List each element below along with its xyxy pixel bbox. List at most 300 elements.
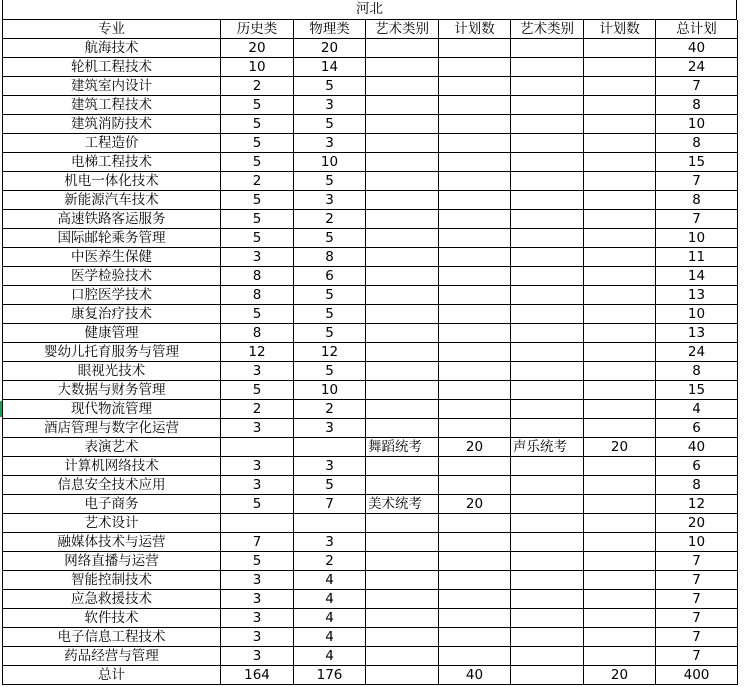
data-cell[interactable]: 美术统考 [366, 495, 439, 514]
data-cell[interactable] [511, 286, 584, 305]
data-cell[interactable]: 13 [656, 324, 738, 343]
data-cell[interactable]: 5 [221, 381, 294, 400]
data-cell[interactable] [439, 96, 511, 115]
data-cell[interactable] [366, 552, 439, 571]
header-cell[interactable]: 艺术类别 [366, 20, 439, 39]
major-cell[interactable]: 建筑消防技术 [3, 115, 221, 134]
major-cell[interactable]: 口腔医学技术 [3, 286, 221, 305]
data-cell[interactable] [366, 191, 439, 210]
major-cell[interactable]: 信息安全技术应用 [3, 476, 221, 495]
data-cell[interactable] [366, 400, 439, 419]
data-cell[interactable]: 5 [294, 229, 366, 248]
data-cell[interactable] [511, 191, 584, 210]
data-cell[interactable] [511, 96, 584, 115]
data-cell[interactable] [584, 286, 656, 305]
data-cell[interactable]: 3 [294, 191, 366, 210]
data-cell[interactable]: 40 [656, 438, 738, 457]
data-cell[interactable] [511, 552, 584, 571]
data-cell[interactable]: 3 [221, 476, 294, 495]
table-row [3, 172, 738, 191]
major-cell[interactable]: 大数据与财务管理 [3, 381, 221, 400]
data-cell[interactable] [366, 419, 439, 438]
data-cell[interactable] [439, 172, 511, 191]
data-cell[interactable]: 7 [656, 647, 738, 666]
data-cell[interactable]: 176 [294, 666, 366, 685]
data-cell[interactable] [584, 172, 656, 191]
data-cell[interactable] [439, 647, 511, 666]
data-cell[interactable]: 8 [656, 191, 738, 210]
major-cell[interactable]: 酒店管理与数字化运营 [3, 419, 221, 438]
major-cell[interactable]: 电子信息工程技术 [3, 628, 221, 647]
data-cell[interactable] [511, 362, 584, 381]
data-cell[interactable] [584, 248, 656, 267]
data-cell[interactable] [366, 248, 439, 267]
data-cell[interactable]: 400 [656, 666, 738, 685]
table-row [3, 400, 738, 419]
data-cell[interactable] [584, 514, 656, 533]
data-cell[interactable] [584, 324, 656, 343]
data-cell[interactable] [439, 628, 511, 647]
data-cell[interactable]: 5 [221, 495, 294, 514]
data-cell[interactable] [439, 362, 511, 381]
data-cell[interactable] [366, 571, 439, 590]
data-cell[interactable] [366, 286, 439, 305]
data-cell[interactable]: 5 [221, 153, 294, 172]
data-cell[interactable] [439, 476, 511, 495]
data-cell[interactable] [584, 457, 656, 476]
data-cell[interactable] [511, 647, 584, 666]
data-cell[interactable]: 5 [221, 552, 294, 571]
data-cell[interactable] [439, 115, 511, 134]
data-cell[interactable] [439, 609, 511, 628]
table-row [3, 571, 738, 590]
major-cell[interactable]: 智能控制技术 [3, 571, 221, 590]
data-cell[interactable] [511, 324, 584, 343]
data-cell[interactable] [366, 267, 439, 286]
data-cell[interactable] [366, 647, 439, 666]
data-cell[interactable]: 2 [221, 400, 294, 419]
data-cell[interactable] [439, 134, 511, 153]
data-cell[interactable]: 3 [221, 628, 294, 647]
spreadsheet [2, 0, 737, 685]
data-cell[interactable]: 4 [294, 609, 366, 628]
data-cell[interactable] [511, 628, 584, 647]
data-cell[interactable]: 40 [439, 666, 511, 685]
data-cell[interactable]: 3 [221, 362, 294, 381]
data-cell[interactable]: 8 [656, 476, 738, 495]
data-cell[interactable] [366, 666, 439, 685]
data-cell[interactable]: 3 [221, 647, 294, 666]
data-cell[interactable] [511, 590, 584, 609]
data-cell[interactable]: 4 [656, 400, 738, 419]
data-cell[interactable] [439, 552, 511, 571]
data-cell[interactable] [584, 400, 656, 419]
data-cell[interactable]: 7 [294, 495, 366, 514]
data-cell[interactable]: 10 [294, 153, 366, 172]
data-cell[interactable]: 5 [294, 362, 366, 381]
sheet-title[interactable]: 河北 [2, 0, 737, 20]
header-cell[interactable]: 艺术类别 [511, 20, 584, 39]
data-cell[interactable]: 3 [294, 419, 366, 438]
data-cell[interactable] [439, 381, 511, 400]
data-cell[interactable]: 舞蹈统考 [366, 438, 439, 457]
header-cell[interactable]: 专业 [3, 20, 221, 39]
data-cell[interactable]: 5 [294, 286, 366, 305]
data-cell[interactable] [584, 77, 656, 96]
data-cell[interactable] [439, 58, 511, 77]
data-cell[interactable]: 7 [656, 210, 738, 229]
data-cell[interactable] [221, 438, 294, 457]
data-cell[interactable] [366, 115, 439, 134]
data-cell[interactable] [584, 609, 656, 628]
major-cell[interactable]: 网络直播与运营 [3, 552, 221, 571]
data-cell[interactable]: 5 [221, 229, 294, 248]
data-cell[interactable] [511, 666, 584, 685]
major-cell[interactable]: 中医养生保健 [3, 248, 221, 267]
data-cell[interactable] [511, 381, 584, 400]
data-cell[interactable]: 8 [221, 286, 294, 305]
major-cell[interactable]: 建筑室内设计 [3, 77, 221, 96]
data-cell[interactable] [584, 362, 656, 381]
data-cell[interactable]: 5 [221, 191, 294, 210]
data-cell[interactable]: 4 [294, 590, 366, 609]
data-cell[interactable] [584, 58, 656, 77]
data-cell[interactable]: 2 [221, 77, 294, 96]
data-cell[interactable]: 5 [294, 305, 366, 324]
data-cell[interactable] [511, 267, 584, 286]
data-cell[interactable] [439, 419, 511, 438]
data-cell[interactable]: 10 [656, 533, 738, 552]
data-cell[interactable] [511, 39, 584, 58]
data-cell[interactable] [584, 343, 656, 362]
data-cell[interactable] [511, 305, 584, 324]
data-cell[interactable] [366, 96, 439, 115]
major-cell[interactable]: 轮机工程技术 [3, 58, 221, 77]
data-cell[interactable]: 20 [439, 495, 511, 514]
data-cell[interactable]: 5 [294, 115, 366, 134]
data-cell[interactable]: 8 [656, 96, 738, 115]
data-cell[interactable] [511, 172, 584, 191]
data-cell[interactable] [511, 115, 584, 134]
major-cell[interactable]: 电梯工程技术 [3, 153, 221, 172]
data-cell[interactable]: 4 [294, 571, 366, 590]
data-cell[interactable] [221, 514, 294, 533]
data-cell[interactable] [439, 210, 511, 229]
table-row [3, 77, 738, 96]
major-cell[interactable]: 软件技术 [3, 609, 221, 628]
data-cell[interactable]: 15 [656, 381, 738, 400]
data-cell[interactable] [439, 343, 511, 362]
data-cell[interactable] [584, 39, 656, 58]
major-cell[interactable]: 新能源汽车技术 [3, 191, 221, 210]
data-cell[interactable] [366, 58, 439, 77]
data-cell[interactable] [584, 552, 656, 571]
major-cell[interactable]: 国际邮轮乘务管理 [3, 229, 221, 248]
data-cell[interactable] [511, 153, 584, 172]
data-cell[interactable] [511, 419, 584, 438]
data-cell[interactable] [366, 153, 439, 172]
data-cell[interactable] [366, 381, 439, 400]
data-cell[interactable] [439, 457, 511, 476]
data-cell[interactable] [511, 476, 584, 495]
data-cell[interactable]: 4 [294, 628, 366, 647]
data-cell[interactable] [439, 153, 511, 172]
data-cell[interactable] [439, 324, 511, 343]
data-cell[interactable] [366, 628, 439, 647]
major-cell[interactable]: 医学检验技术 [3, 267, 221, 286]
data-cell[interactable]: 5 [221, 305, 294, 324]
data-cell[interactable] [366, 514, 439, 533]
data-cell[interactable]: 3 [221, 571, 294, 590]
data-cell[interactable] [584, 647, 656, 666]
data-cell[interactable]: 20 [439, 438, 511, 457]
data-cell[interactable]: 2 [294, 210, 366, 229]
data-cell[interactable] [584, 533, 656, 552]
table-row [3, 286, 738, 305]
header-cell[interactable]: 历史类 [221, 20, 294, 39]
data-cell[interactable] [366, 229, 439, 248]
data-cell[interactable]: 20 [584, 666, 656, 685]
data-cell[interactable] [584, 115, 656, 134]
data-cell[interactable]: 24 [656, 343, 738, 362]
data-cell[interactable] [511, 533, 584, 552]
table-row [3, 58, 738, 77]
data-cell[interactable] [366, 324, 439, 343]
data-cell[interactable] [511, 134, 584, 153]
data-cell[interactable]: 8 [656, 134, 738, 153]
data-cell[interactable] [366, 39, 439, 58]
table-row [3, 115, 738, 134]
major-cell[interactable]: 建筑工程技术 [3, 96, 221, 115]
major-cell[interactable]: 现代物流管理 [3, 400, 221, 419]
data-cell[interactable]: 24 [656, 58, 738, 77]
data-cell[interactable]: 8 [221, 324, 294, 343]
data-cell[interactable]: 3 [221, 248, 294, 267]
data-cell[interactable]: 40 [656, 39, 738, 58]
major-cell[interactable]: 应急救援技术 [3, 590, 221, 609]
data-cell[interactable] [439, 77, 511, 96]
data-cell[interactable] [366, 134, 439, 153]
data-cell[interactable]: 3 [294, 457, 366, 476]
data-cell[interactable]: 7 [656, 628, 738, 647]
data-cell[interactable] [584, 419, 656, 438]
data-cell[interactable] [511, 210, 584, 229]
major-cell[interactable]: 融媒体技术与运营 [3, 533, 221, 552]
data-cell[interactable] [439, 267, 511, 286]
table-row [3, 457, 738, 476]
data-cell[interactable] [584, 305, 656, 324]
data-cell[interactable]: 10 [656, 229, 738, 248]
table-row [3, 267, 738, 286]
table-row [3, 210, 738, 229]
major-cell[interactable]: 眼视光技术 [3, 362, 221, 381]
data-cell[interactable] [584, 267, 656, 286]
major-cell[interactable]: 总计 [3, 666, 221, 685]
data-cell[interactable]: 3 [221, 590, 294, 609]
major-cell[interactable]: 航海技术 [3, 39, 221, 58]
major-cell[interactable]: 婴幼儿托育服务与管理 [3, 343, 221, 362]
data-cell[interactable]: 2 [221, 172, 294, 191]
data-cell[interactable] [511, 77, 584, 96]
data-cell[interactable] [584, 96, 656, 115]
data-cell[interactable] [439, 400, 511, 419]
major-cell[interactable]: 表演艺术 [3, 438, 221, 457]
data-cell[interactable] [584, 210, 656, 229]
data-cell[interactable]: 6 [656, 419, 738, 438]
data-cell[interactable] [511, 457, 584, 476]
data-cell[interactable]: 20 [221, 39, 294, 58]
data-cell[interactable]: 8 [656, 362, 738, 381]
data-cell[interactable]: 20 [294, 39, 366, 58]
table-row [3, 533, 738, 552]
data-cell[interactable] [511, 495, 584, 514]
data-cell[interactable]: 12 [294, 343, 366, 362]
data-cell[interactable]: 8 [221, 267, 294, 286]
data-cell[interactable]: 10 [656, 115, 738, 134]
data-cell[interactable]: 7 [656, 552, 738, 571]
data-cell[interactable]: 8 [294, 248, 366, 267]
data-cell[interactable]: 7 [656, 609, 738, 628]
data-cell[interactable]: 10 [221, 58, 294, 77]
data-cell[interactable]: 3 [294, 533, 366, 552]
data-cell[interactable] [511, 229, 584, 248]
data-cell[interactable] [439, 248, 511, 267]
data-cell[interactable]: 10 [656, 305, 738, 324]
table-row [3, 381, 738, 400]
data-cell[interactable]: 7 [656, 172, 738, 191]
data-cell[interactable]: 14 [656, 267, 738, 286]
header-cell[interactable]: 计划数 [584, 20, 656, 39]
data-cell[interactable] [584, 134, 656, 153]
header-cell[interactable]: 总计划 [656, 20, 738, 39]
major-cell[interactable]: 电子商务 [3, 495, 221, 514]
data-cell[interactable] [439, 514, 511, 533]
data-cell[interactable]: 5 [221, 134, 294, 153]
data-cell[interactable] [439, 229, 511, 248]
data-cell[interactable] [366, 590, 439, 609]
table-row [3, 324, 738, 343]
data-cell[interactable] [439, 305, 511, 324]
data-cell[interactable] [366, 172, 439, 191]
data-cell[interactable]: 10 [294, 381, 366, 400]
data-cell[interactable]: 6 [294, 267, 366, 286]
data-cell[interactable] [511, 609, 584, 628]
data-cell[interactable] [439, 533, 511, 552]
data-cell[interactable]: 13 [656, 286, 738, 305]
data-cell[interactable] [366, 343, 439, 362]
data-cell[interactable]: 7 [656, 77, 738, 96]
data-cell[interactable] [584, 191, 656, 210]
data-cell[interactable] [294, 438, 366, 457]
major-cell[interactable]: 高速铁路客运服务 [3, 210, 221, 229]
data-cell[interactable] [439, 286, 511, 305]
data-cell[interactable]: 3 [221, 457, 294, 476]
data-cell[interactable]: 7 [221, 533, 294, 552]
data-cell[interactable] [366, 77, 439, 96]
data-cell[interactable]: 14 [294, 58, 366, 77]
data-cell[interactable] [366, 457, 439, 476]
data-cell[interactable]: 5 [294, 324, 366, 343]
data-cell[interactable] [294, 514, 366, 533]
table-row [3, 39, 738, 58]
data-cell[interactable] [584, 571, 656, 590]
data-cell[interactable] [511, 514, 584, 533]
major-cell[interactable]: 工程造价 [3, 134, 221, 153]
data-cell[interactable]: 2 [294, 400, 366, 419]
data-cell[interactable]: 15 [656, 153, 738, 172]
major-cell[interactable]: 康复治疗技术 [3, 305, 221, 324]
major-cell[interactable]: 健康管理 [3, 324, 221, 343]
data-cell[interactable]: 3 [294, 134, 366, 153]
data-cell[interactable]: 12 [221, 343, 294, 362]
data-cell[interactable] [439, 39, 511, 58]
table-row [3, 628, 738, 647]
data-cell[interactable] [511, 400, 584, 419]
data-cell[interactable] [439, 191, 511, 210]
data-cell[interactable]: 5 [221, 210, 294, 229]
data-cell[interactable] [366, 533, 439, 552]
data-cell[interactable]: 11 [656, 248, 738, 267]
data-cell[interactable] [584, 628, 656, 647]
data-cell[interactable]: 5 [294, 77, 366, 96]
data-cell[interactable] [366, 210, 439, 229]
data-cell[interactable]: 20 [584, 438, 656, 457]
table-row [3, 248, 738, 267]
data-cell[interactable] [511, 248, 584, 267]
header-cell[interactable]: 物理类 [294, 20, 366, 39]
data-cell[interactable]: 7 [656, 571, 738, 590]
data-cell[interactable] [366, 305, 439, 324]
data-cell[interactable] [439, 590, 511, 609]
data-cell[interactable] [511, 571, 584, 590]
data-cell[interactable]: 3 [221, 419, 294, 438]
data-cell[interactable] [439, 571, 511, 590]
header-cell[interactable]: 计划数 [439, 20, 511, 39]
data-cell[interactable]: 20 [656, 514, 738, 533]
data-cell[interactable]: 5 [221, 115, 294, 134]
data-cell[interactable] [511, 343, 584, 362]
data-cell[interactable]: 声乐统考 [511, 438, 584, 457]
data-cell[interactable]: 164 [221, 666, 294, 685]
major-cell[interactable]: 机电一体化技术 [3, 172, 221, 191]
table-row [3, 609, 738, 628]
data-cell[interactable] [511, 58, 584, 77]
data-cell[interactable] [366, 362, 439, 381]
data-cell[interactable]: 2 [294, 552, 366, 571]
data-cell[interactable]: 3 [221, 609, 294, 628]
data-cell[interactable]: 4 [294, 647, 366, 666]
data-cell[interactable]: 12 [656, 495, 738, 514]
table-row [3, 229, 738, 248]
data-cell[interactable] [584, 590, 656, 609]
major-cell[interactable]: 计算机网络技术 [3, 457, 221, 476]
data-cell[interactable]: 5 [221, 96, 294, 115]
data-cell[interactable] [366, 609, 439, 628]
data-cell[interactable]: 5 [294, 476, 366, 495]
data-cell[interactable] [584, 229, 656, 248]
data-cell[interactable] [584, 153, 656, 172]
data-cell[interactable]: 7 [656, 590, 738, 609]
data-cell[interactable] [584, 381, 656, 400]
major-cell[interactable]: 艺术设计 [3, 514, 221, 533]
data-cell[interactable]: 5 [294, 172, 366, 191]
data-cell[interactable]: 6 [656, 457, 738, 476]
data-cell[interactable] [584, 495, 656, 514]
data-cell[interactable]: 3 [294, 96, 366, 115]
major-cell[interactable]: 药品经营与管理 [3, 647, 221, 666]
data-cell[interactable] [584, 476, 656, 495]
data-cell[interactable] [366, 476, 439, 495]
